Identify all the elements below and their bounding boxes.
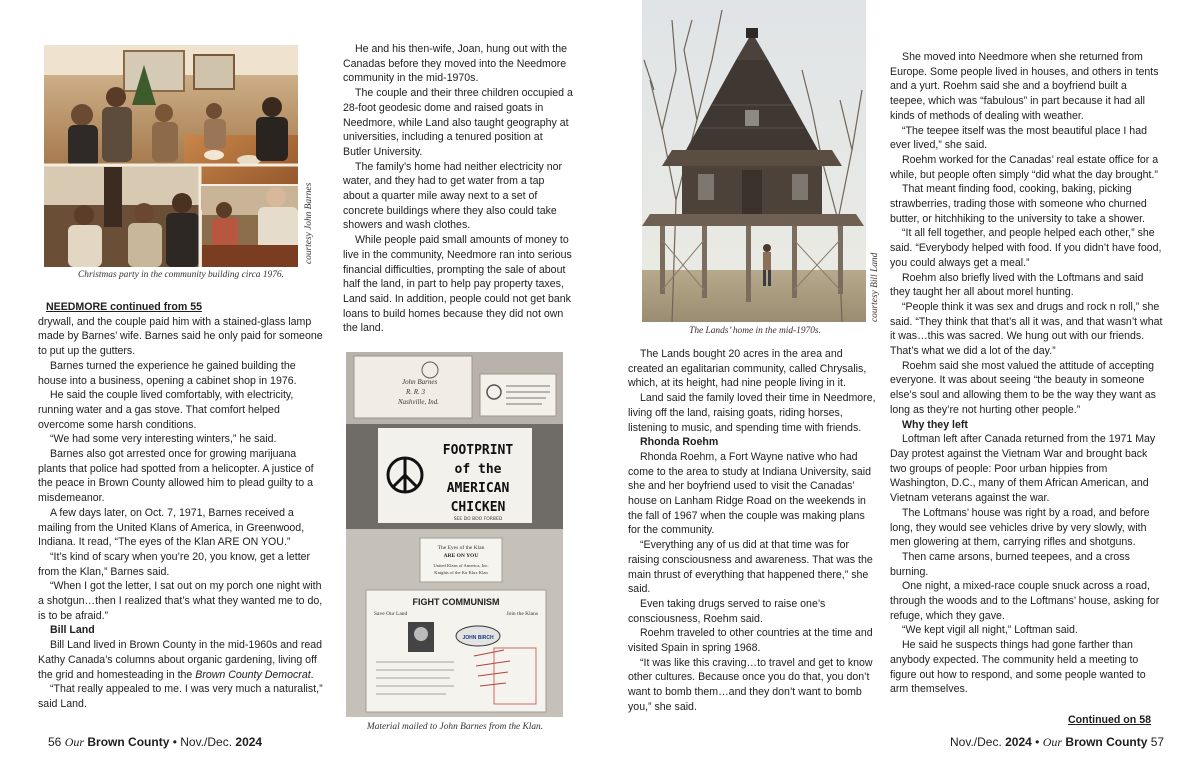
magazine-name-our: Our [64,735,85,749]
body-paragraph: While people paid small amounts of money to live in the community, Needmore ran into serious financial difficulties, prompting the sale of about half the land, in part to help pay property taxes, Land said. In addition, people could not get bank loans to build homes because they did not own the land. [343,234,572,335]
body-paragraph: Barnes turned the experience he gained building the house into a business, opening a cabinet shop in 1976. [38,359,297,387]
lands-home-photo [642,0,866,322]
body-paragraph: One night, a mixed-race couple snuck across a road, through the woods and to the Loftmans’ house, asking for refuge, which they gave. [890,580,1160,622]
klan-material-photo-art [346,352,563,717]
page-number: 57 [1150,735,1165,749]
body-paragraph: “The teepee itself was the most beautiful place I had ever lived,” she said. [890,124,1147,152]
body-paragraph: drywall, and the couple paid him with a stained-glass lamp made by Barnes’ wife. Barnes said he only paid for someone to put up the gutters. [38,315,323,358]
body-paragraph: “We had some very interesting winters,” he said. [50,433,277,446]
left-column-1 [38,300,324,712]
body-paragraph: “It was like this craving…to travel and get to know other cultures. Because once you do that, you don’t want to bomb them…and they don’t want to bomb you,” she said. [628,656,873,713]
body-paragraph: The family’s home had neither electricity nor water, and they had to get water from a tap about a quarter mile away next to a set of concrete buildings where they also could take showers and wash clothes. [343,160,563,232]
envelope-line-2: R. R. 3 [406,388,426,396]
body-paragraph: The Lands bought 20 acres in the area and created an egalitarian community, called Chrysalis, which, at its height, had nine people living in it. [628,348,867,390]
left-column-2 [343,42,573,336]
issue-year: 2024 [1005,735,1032,749]
christmas-photo-caption: Christmas party in the community building circa 1976. [78,270,284,280]
left-page-footer [48,735,262,750]
body-paragraph: Roehm also briefly lived with the Loftmans and said they taught her all about morel hunting. [890,271,1144,299]
body-paragraph: “People think it was sex and drugs and rock n roll,” she said. “They think that that’s all it was, and that wasn’t what it was…this was sacred. We hung out with our friends. That’s what we did a lot of the day.” [890,300,1163,358]
lands-home-photo-art [642,0,866,322]
subhead-bill-land: Bill Land [50,624,95,637]
body-paragraph: That meant finding food, cooking, baking, picking strawberries, trading those with someone who churned butter, or hitchhiking to the university to take a shower. [890,183,1147,225]
flyer-title: FIGHT COMMUNISM [412,597,500,607]
body-text: Bill Land lived in Brown County in the mid-1960s and read Kathy Canada’s columns about organic gardening, living off the grid and homesteading in the [38,639,323,681]
right-page-footer: Nov./Dec. 2024 • Our Brown County 57 [950,735,1165,749]
body-paragraph: Even taking drugs served to raise one’s consciousness, Roehm said. [628,597,826,625]
page-number: 56 [48,735,62,749]
lands-photo-credit: courtesy Bill Land [870,252,880,322]
body-paragraph: A few days later, on Oct. 7, 1971, Barnes received a mailing from the United Klans of America, in Greenwood, Indiana. It read, “The eyes of the Klan ARE ON YOU.” [38,506,305,549]
body-paragraph: Roehm traveled to other countries at the time and visited Spain in spring 1968. [628,627,873,655]
body-paragraph: “We kept vigil all night,” Loftman said. [902,624,1078,637]
poster-small-text: SEE DO BOO FORBED [453,517,503,522]
card-line-4: Knights of the Ku Klux Klan [434,570,488,575]
card-line-3: United Klans of America, Inc. [433,563,489,568]
poster-line-3: AMERICAN [446,481,510,496]
body-paragraph: Barnes also got arrested once for growing marijuana plants that police had spotted from a helicopter. A justice of the peace in Brown County allowed him to plead guilty to a misdemeanor. [38,448,314,505]
body-paragraph: He said he suspects things had gone farther than anybody expected. The community held a meeting to figure out how to respond, and some people wanted to arm themselves. [890,639,1146,696]
issue-label: • Nov./Dec. [172,735,236,749]
christmas-photo-credit: courtesy John Barnes [304,182,314,264]
body-paragraph: Roehm said she most valued the attitude of accepting everyone. It was about seeing “the beauty in someone else’s soul and allowing them to be the way they want as long as they’re not hurting other people.” [890,359,1156,416]
christmas-party-photo-art [44,45,298,267]
body-paragraph: “That really appealed to me. I was very much a naturalist,” said Land. [38,683,323,710]
issue-label: Nov./Dec. [950,735,1006,749]
continued-on-label[interactable]: Continued on 58 [1068,714,1151,726]
envelope-line-1: John Barnes [402,378,438,386]
issue-year: 2024 [235,735,263,749]
magazine-name: Brown County [87,735,170,749]
body-text: . [310,668,314,681]
body-paragraph: “It all fell together, and people helped each other,” she said. “Everybody helped with food. If you didn’t have food, you could always get a meal.” [890,227,1162,269]
body-paragraph: Roehm worked for the Canadas’ real estate office for a while, but people often simply “did what the day brought.” [890,153,1159,181]
body-paragraph: “It’s kind of scary when you’re 20, you know, get a letter from the Klan,” Barnes said. [38,550,311,578]
klan-material-caption: Material mailed to John Barnes from the Klan. [366,722,544,732]
body-paragraph: “When I got the letter, I sat out on my porch one night with a shotgun…then I realized that’s what they wanted me to do, is to be afraid.” [38,580,323,622]
poster-line-4: CHICKEN [450,500,506,515]
right-column-3 [628,347,878,715]
christmas-party-photo [44,45,298,267]
flyer-left-text: Save Our Land [374,611,408,617]
envelope-line-3: Nashville, Ind. [398,398,440,406]
publication-name: Brown County Democrat [195,668,311,681]
lands-photo-caption: The Lands’ home in the mid-1970s. [689,326,821,336]
poster-line-1: FOOTPRINT [442,443,514,458]
body-paragraph: Land said the family loved their time in Needmore, living off the land, raising goats, riding horses, listening to music, and spending time with friends. [628,392,876,434]
body-paragraph: He and his then-wife, Joan, hung out with the Canadas before they moved into the Needmore community in the mid-1970s. [343,43,568,85]
body-paragraph: “Everything any of us did at that time was for raising consciousness and awareness. That was the main thrust of everything that happened there,” she said. [628,539,873,596]
body-paragraph: He said the couple lived comfortably, with electricity, running water and a gas stove. That comfort helped overcome some harsh conditions. [38,389,294,431]
poster-line-2: of the [454,462,502,477]
right-column-4 [890,50,1164,697]
continued-from-label[interactable]: NEEDMORE continued from 55 [46,301,202,313]
magazine-name: Brown County [1065,735,1148,749]
klan-material-photo [346,352,563,717]
body-paragraph: Rhonda Roehm, a Fort Wayne native who had come to the area to study at Indiana University, said she and her boyfriend used to visit the Canadas’ house on Lanham Ridge Road on the weekends in the fall of 1967 when the couple was making plans for the community. [628,450,871,537]
subhead-rhonda-roehm: Rhonda Roehm [640,436,719,449]
card-line-2: ARE ON YOU [443,553,479,559]
subhead-why-they-left: Why they left [902,418,968,431]
flyer-right-text: Join the Klans [506,611,538,617]
body-paragraph: She moved into Needmore when she returned from Europe. Some people lived in houses, and others in tents and a yurt. Roehm said she and a boyfriend built a teepee, which was “fabulous” in part because it had all kinds of methods of dealing with weather. [890,51,1159,122]
body-paragraph: Then came arsons, burned teepees, and a cross burning. [890,550,1130,578]
body-paragraph: The couple and their three children occupied a 28-foot geodesic dome and raised goats in Needmore, while Land also taught geography at universities, including a tenured position at Butler University. [343,87,573,158]
card-line-1: The Eyes of the Klan [437,545,485,551]
flyer-badge: JOHN BIRCH [462,635,494,641]
body-paragraph: The Loftmans’ house was right by a road, and before long, they would see vehicles drive by very slowly, with men glowering at them, carrying rifles and shotguns. [890,506,1150,549]
body-paragraph [38,638,324,682]
body-paragraph: Loftman left after Canada returned from the 1971 May Day protest against the Vietnam War and brought back two groups of people: Poor urban hippies from Washington, D.C., many of them African American, and Vietnam veterans against the war. [890,433,1156,505]
magazine-name-our: Our [1042,735,1063,749]
